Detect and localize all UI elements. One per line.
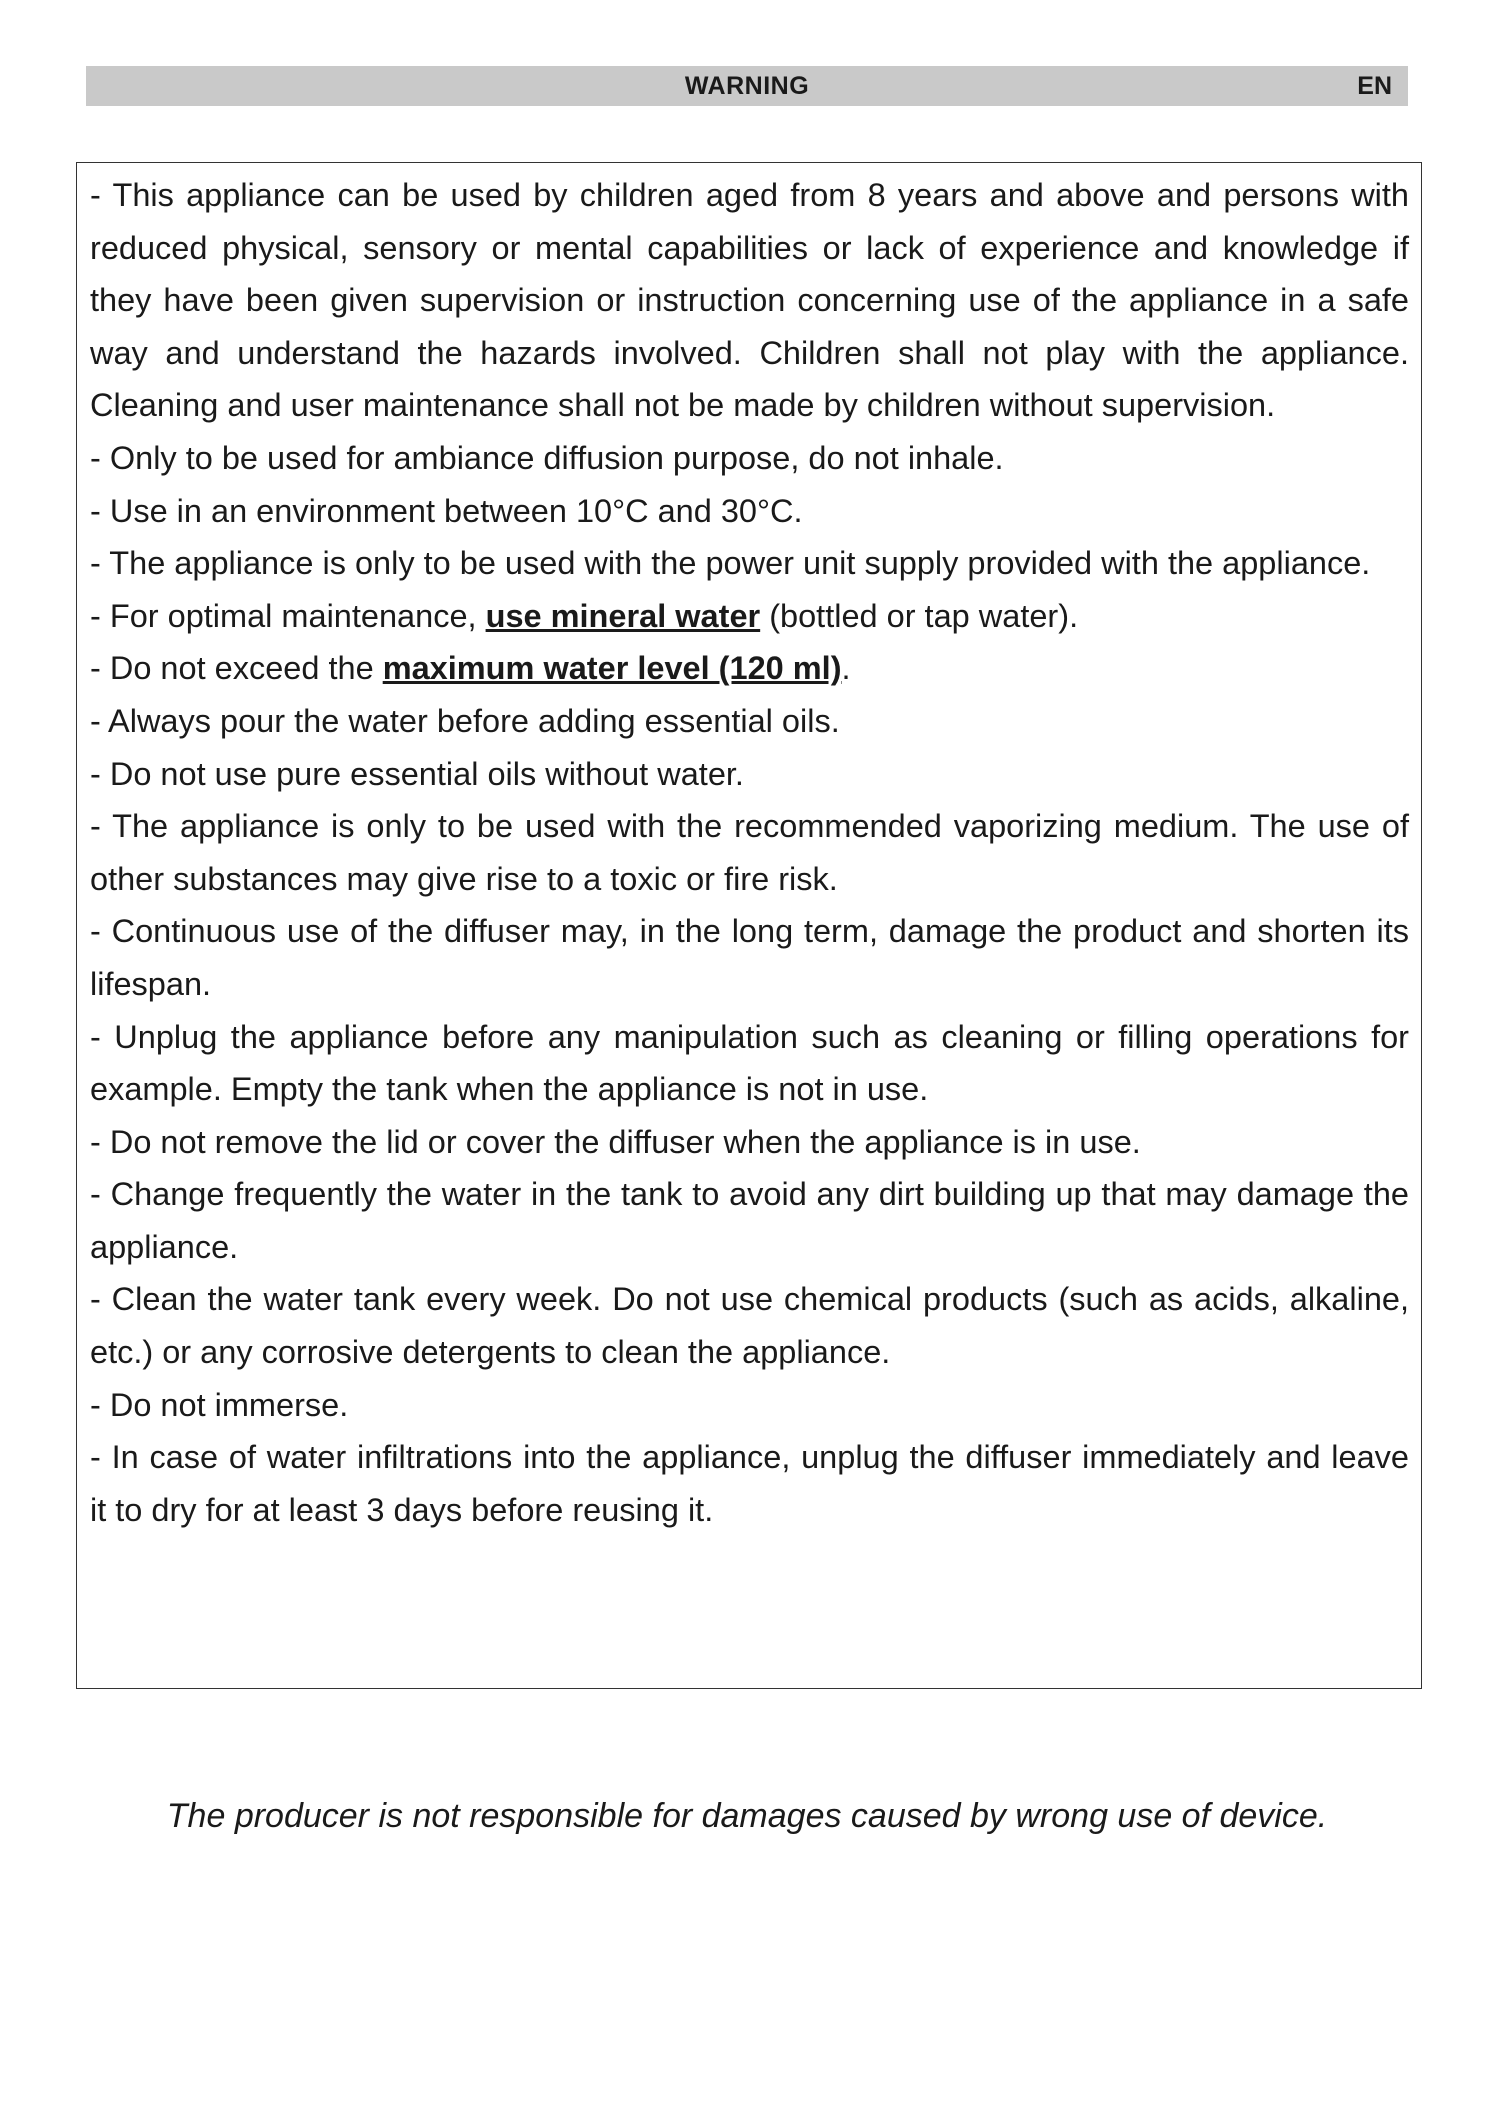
warning-item: - Do not use pure essential oils without water. (90, 755, 744, 792)
disclaimer: The producer is not responsible for damages caused by wrong use of device. (166, 1797, 1328, 1835)
warning-item: - Only to be used for ambiance diffusion purpose, do not inhale. (90, 439, 1004, 476)
warning-item: - Do not remove the lid or cover the diffuser when the appliance is in use. (90, 1123, 1141, 1160)
header-bar (86, 66, 1408, 106)
warning-item: - Do not exceed the maximum water level (120 ml). (90, 650, 851, 687)
warning-item: - The appliance is only to be used with the power unit supply provided with the appliance. (90, 545, 1371, 582)
warning-item: - In case of water infiltrations into the appliance, unplug the diffuser immediately and leave it to dry for at least 3 days before reusing it. (90, 1439, 1409, 1528)
warning-item: - The appliance is only to be used with the recommended vaporizing medium. The use of other substances may give rise to a toxic or fire risk. (90, 808, 1409, 897)
page-title: WARNING (684, 72, 810, 100)
warning-item: - Clean the water tank every week. Do not use chemical products (such as acids, alkaline, etc.) or any corrosive detergents to clean the appliance. (90, 1281, 1409, 1371)
warning-item: - Always pour the water before adding essential oils. (90, 702, 840, 739)
emphasis-max-water-level: maximum water level (120 ml) (382, 650, 842, 687)
warning-item: - Unplug the appliance before any manipulation such as cleaning or filling operations for example. Empty the tank when the appliance is not in use. (90, 1018, 1409, 1108)
warning-item: - This appliance can be used by children aged from 8 years and above and persons with reduced physical, sensory or mental capabilities or lack of experience and knowledge if they have been given supervision or instruction concerning use of the appliance in a safe way and understand the hazards involved. Children shall not play with the appliance. Cleaning and user maintenance shall not be made by children without supervision. (90, 177, 1409, 424)
emphasis-mineral-water: use mineral water (485, 597, 761, 634)
warning-item: - Change frequently the water in the tank to avoid any dirt building up that may damage the appliance. (90, 1176, 1409, 1265)
warning-item: - Continuous use of the diffuser may, in the long term, damage the product and shorten its lifespan. (90, 913, 1409, 1002)
warning-item: - Do not immerse. (90, 1386, 349, 1423)
language-code: EN (1357, 72, 1392, 100)
warning-item: - For optimal maintenance, use mineral water (bottled or tap water). (90, 597, 1079, 634)
warning-item: - Use in an environment between 10°C and 30°C. (90, 492, 803, 529)
warning-box (76, 162, 1422, 1689)
